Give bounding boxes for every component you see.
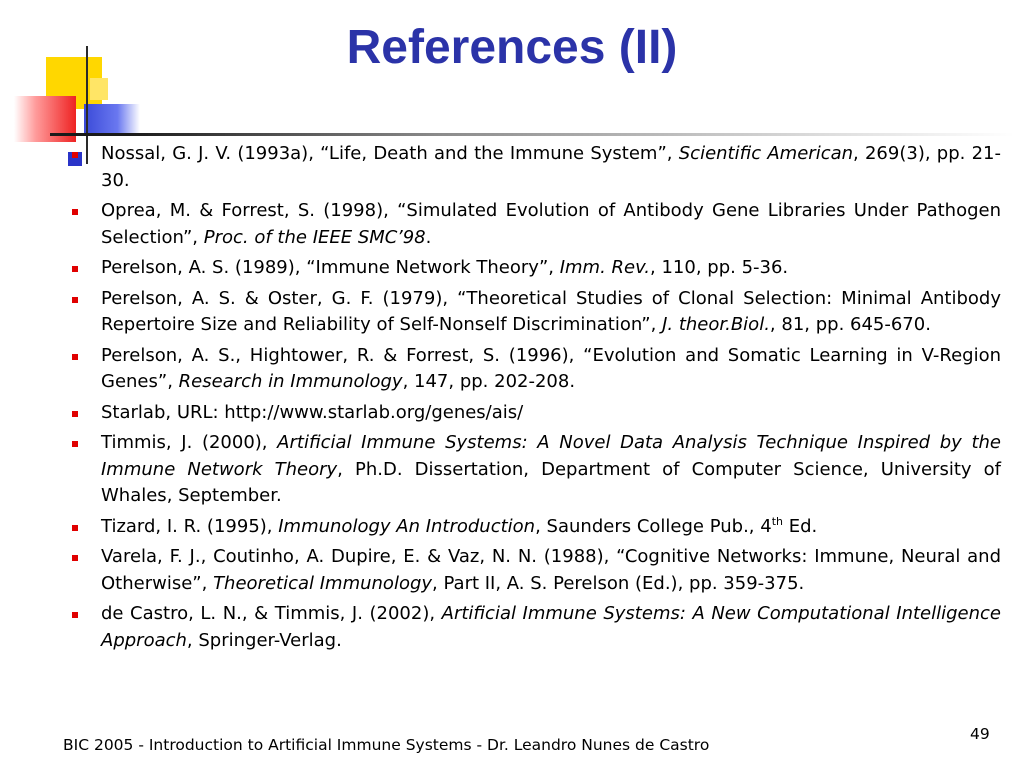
ordinal-superscript: th (771, 514, 783, 528)
reference-source: Artificial Immune Systems: A Novel Data Analysis Technique Inspired by the Immune Network Theory (101, 432, 1001, 480)
bullet-icon (72, 612, 78, 618)
reference-details: , Ph.D. Dissertation, Department of Computer Science, University of Whales, September. (101, 458, 1001, 506)
reference-text: Starlab, URL: http://www.starlab.org/genes/ais/ (101, 401, 524, 423)
reference-details: , 147, pp. 202-208. (402, 371, 576, 392)
title-divider-line (50, 133, 1014, 136)
reference-details: . (425, 226, 432, 248)
reference-source: Research in Immunology (178, 371, 403, 392)
reference-item (70, 400, 1001, 427)
decorative-yellow-accent (90, 78, 108, 100)
reference-text: Perelson, A. S., Hightower, R. & Forrest, S. (1996), “Evolution and Somatic Learning in V-Region Genes”, (101, 344, 1001, 392)
reference-source: Proc. of the IEEE SMC’98 (203, 226, 426, 248)
reference-list (70, 141, 1001, 658)
reference-item (70, 255, 1001, 282)
reference-text: Tizard, I. R. (1995), (101, 515, 279, 537)
slide-title: References (II) (346, 21, 678, 74)
bullet-icon (72, 152, 78, 158)
reference-source: Imm. Rev. (559, 257, 651, 278)
reference-details: , Part II, A. S. Perelson (Ed.), pp. 359-375. (432, 572, 805, 594)
reference-item (70, 601, 1001, 654)
bullet-icon (72, 297, 78, 303)
reference-text: Perelson, A. S. (1989), “Immune Network Theory”, (101, 257, 560, 278)
reference-text: Nossal, G. J. V. (1993a), “Life, Death and the Immune System”, (101, 143, 679, 164)
bullet-icon (72, 525, 78, 531)
reference-source: Scientific American (678, 143, 854, 164)
bullet-icon (72, 354, 78, 360)
reference-text: de Castro, L. N., & Timmis, J. (2002), (101, 603, 442, 624)
reference-source: Immunology An Introduction (278, 515, 536, 537)
reference-item (70, 514, 1001, 541)
reference-details: , 269(3), pp. 21-30. (101, 143, 1001, 191)
reference-details: , 110, pp. 5-36. (650, 257, 789, 278)
bullet-icon (72, 441, 78, 447)
reference-details: , Saunders College Pub., 4 (535, 515, 772, 537)
reference-source: Theoretical Immunology (213, 572, 433, 594)
reference-edition: Ed. (783, 515, 818, 537)
decorative-blue-square (84, 104, 140, 136)
reference-details: , Springer-Verlag. (186, 629, 342, 651)
reference-item (70, 544, 1001, 597)
bullet-icon (72, 209, 78, 215)
bullet-icon (72, 266, 78, 272)
reference-item (70, 286, 1001, 339)
reference-text: Oprea, M. & Forrest, S. (1998), “Simulated Evolution of Antibody Gene Libraries Under Pathogen Selection”, (101, 200, 1001, 248)
reference-text: Perelson, A. S. & Oster, G. F. (1979), “Theoretical Studies of Clonal Selection: Minimal Antibody Repertoire Size and Reliability of Self-Nonself Discrimination”, (101, 287, 1001, 335)
slide-footer: BIC 2005 - Introduction to Artificial Immune Systems - Dr. Leandro Nunes de Castro (63, 736, 710, 754)
page-number: 49 (970, 725, 990, 743)
reference-text: Varela, F. J., Coutinho, A. Dupire, E. & Vaz, N. N. (1988), “Cognitive Networks: Immune, Neural and Otherwise”, (101, 546, 1001, 594)
bullet-icon (72, 555, 78, 561)
reference-source: J. theor.Biol. (662, 314, 770, 335)
reference-item (70, 343, 1001, 396)
reference-text: Timmis, J. (2000), (101, 432, 278, 453)
reference-item (70, 198, 1001, 251)
reference-item (70, 430, 1001, 510)
reference-item (70, 141, 1001, 194)
reference-source: Artificial Immune Systems: A New Computational Intelligence Approach (101, 603, 1001, 651)
bullet-icon (72, 411, 78, 417)
reference-details: , 81, pp. 645-670. (769, 314, 931, 335)
